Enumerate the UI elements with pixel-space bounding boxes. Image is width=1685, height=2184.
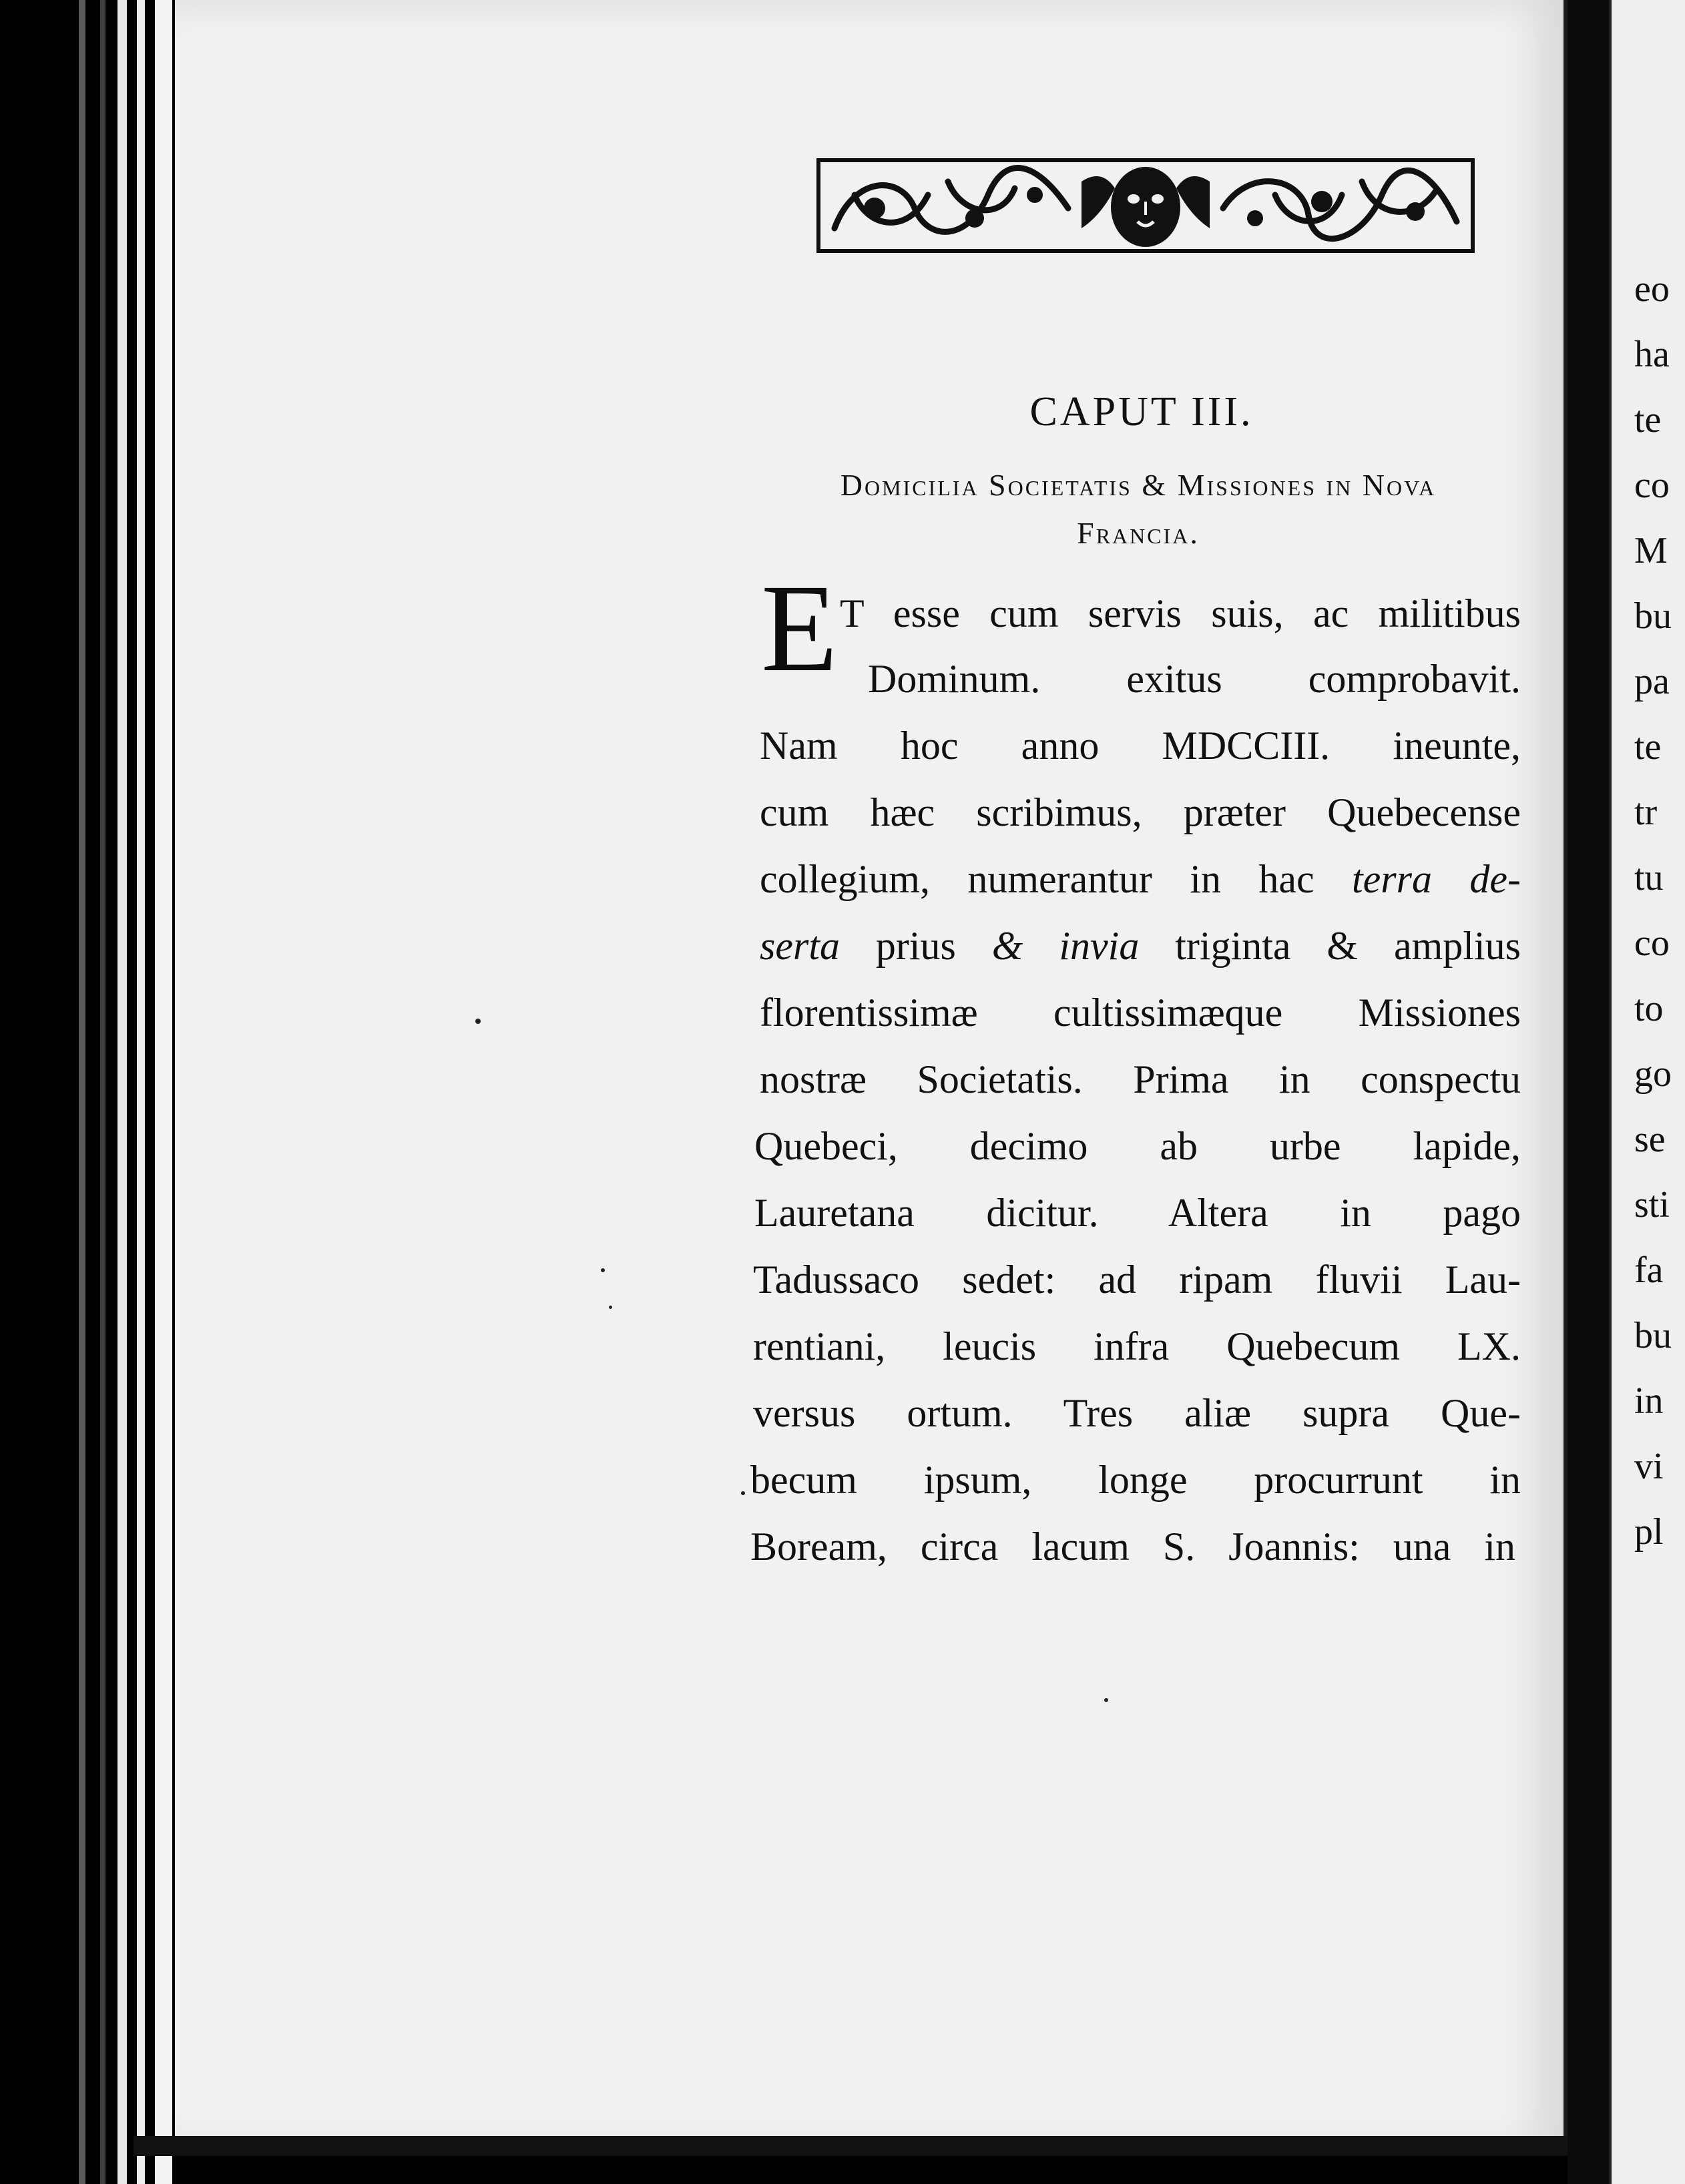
facing-page-fragment: pl <box>1634 1511 1664 1553</box>
book-binding-edge <box>0 0 180 2184</box>
page-edge-strip <box>117 0 127 2184</box>
facing-page-fragment: bu <box>1634 1315 1672 1356</box>
text-run: triginta & amplius <box>1139 924 1521 968</box>
chapter-title: CAPUT III. <box>1029 389 1254 435</box>
dust-speck <box>601 1268 605 1272</box>
facing-page-fragment: vi <box>1634 1446 1664 1487</box>
italic-run: invia <box>1023 924 1140 968</box>
floral-headpiece-icon <box>814 155 1477 256</box>
page-bottom-edge <box>134 2136 1569 2156</box>
dust-speck <box>609 1306 612 1309</box>
text-line: Dominum. exitus comprobavit. <box>868 657 1521 701</box>
text-line: rentiani, leucis infra Quebecum LX. <box>753 1324 1521 1368</box>
text-line: versus ortum. Tres aliæ supra Que- <box>753 1391 1521 1435</box>
text-line: nostræ Societatis. Prima in conspectu <box>760 1057 1521 1101</box>
text-line <box>760 916 1521 976</box>
facing-page-fragment: to <box>1634 988 1664 1029</box>
facing-page-fragment: tu <box>1634 857 1664 898</box>
page-edge-strip <box>155 0 172 2184</box>
facing-page-fragment: pa <box>1634 661 1670 702</box>
facing-page-fragment: co <box>1634 465 1670 506</box>
dust-speck <box>1104 1698 1108 1702</box>
dust-speck <box>741 1491 745 1495</box>
page-edge-strip <box>100 0 105 2184</box>
facing-page-fragment: se <box>1634 1119 1666 1160</box>
facing-page-fragment: sti <box>1634 1184 1670 1225</box>
italic-run: serta <box>760 924 840 968</box>
facing-page-fragment: co <box>1634 922 1670 964</box>
book-gutter <box>1568 0 1609 2184</box>
text-line: Boream, circa lacum S. Joannis: una in <box>750 1525 1515 1569</box>
italic-run: terra de- <box>1352 857 1521 901</box>
facing-page-fragment: eo <box>1634 268 1670 310</box>
chapter-subtitle: Francia. <box>1077 516 1200 550</box>
facing-page-fragment: ha <box>1634 334 1670 375</box>
facing-page-fragment: in <box>1634 1380 1664 1422</box>
facing-page-fragment: te <box>1634 399 1662 441</box>
italic-ampersand: & <box>991 924 1023 968</box>
page-edge-strip <box>79 0 85 2184</box>
text-line: florentissimæ cultissimæque Missiones <box>760 991 1521 1035</box>
text-line <box>760 849 1521 909</box>
facing-page-fragment: tr <box>1634 792 1658 833</box>
facing-page-fragment: M <box>1634 530 1668 571</box>
text-line: Nam hoc anno MDCCIII. ineunte, <box>760 724 1521 768</box>
text-line: Lauretana dicitur. Altera in pago <box>754 1191 1521 1235</box>
text-line: cum hæc scribimus, præter Quebecense <box>760 790 1521 834</box>
facing-page-fragment: bu <box>1634 595 1672 637</box>
text-line: becum ipsum, longe procurrunt in <box>750 1458 1521 1502</box>
text-line: T esse cum servis suis, ac militibus <box>840 591 1521 635</box>
drop-cap-initial: E <box>761 558 838 698</box>
facing-page-fragment: te <box>1634 726 1662 768</box>
chapter-subtitle: Domicilia Societatis & Missiones in Nova <box>840 468 1437 502</box>
facing-page-fragment: fa <box>1634 1250 1664 1291</box>
text-line: Tadussaco sedet: ad ripam fluvii Lau- <box>753 1258 1521 1302</box>
text-line: Quebeci, decimo ab urbe lapide, <box>754 1124 1521 1168</box>
text-run: collegium, numerantur in hac <box>760 857 1352 901</box>
facing-page-fragment: go <box>1634 1053 1672 1095</box>
page-edge-strip <box>137 0 145 2184</box>
dust-speck <box>475 1019 481 1024</box>
text-run: prius <box>840 924 992 968</box>
